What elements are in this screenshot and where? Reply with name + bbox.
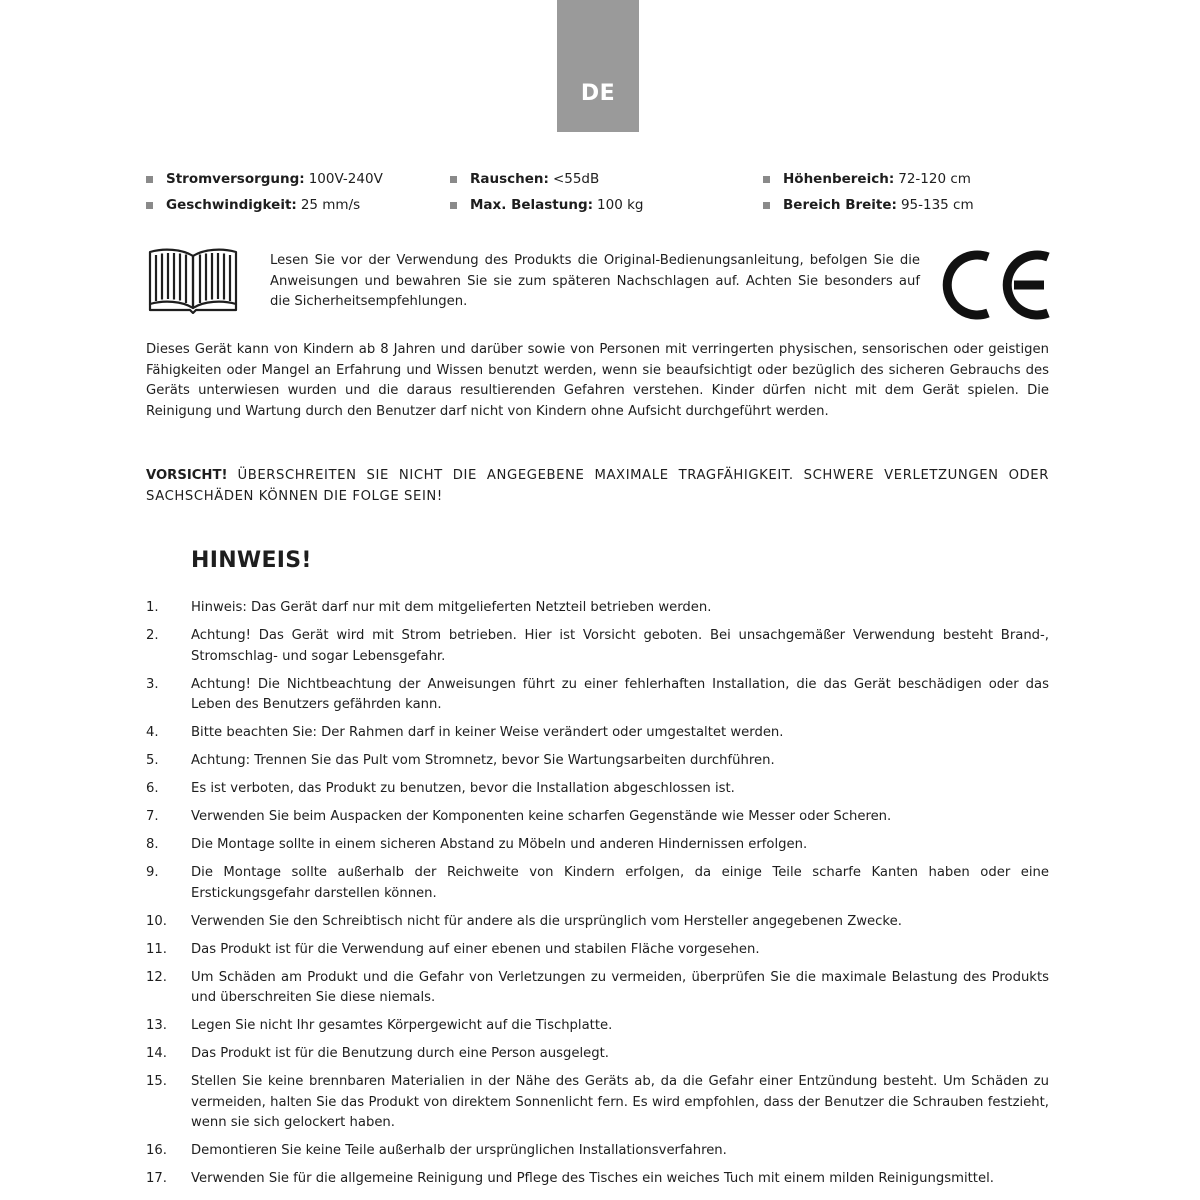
bullet-icon	[450, 176, 457, 183]
list-item	[146, 968, 1049, 1009]
list-item	[146, 863, 1049, 904]
item-text: Achtung: Trennen Sie das Pult vom Stromnetz, bevor Sie Wartungsarbeiten durchführen.	[191, 753, 775, 768]
caution-label: VORSICHT!	[146, 468, 228, 483]
item-number: 8.	[146, 837, 159, 852]
language-code: DE	[580, 81, 616, 106]
manual-book-icon	[146, 246, 240, 314]
list-item	[146, 1016, 1049, 1037]
list-item	[146, 1044, 1049, 1065]
item-number: 10.	[146, 913, 167, 929]
item-number: 5.	[146, 753, 159, 768]
spec-label: Geschwindigkeit:	[166, 197, 297, 213]
list-item	[146, 835, 1049, 856]
item-text: Verwenden Sie für die allgemeine Reinigung und Pflege des Tisches ein weiches Tuch mit einem milden Reinigungsmittel.	[191, 1171, 994, 1186]
spec-width-range	[763, 196, 974, 214]
notice-heading: HINWEIS!	[191, 548, 312, 573]
item-text: Die Montage sollte in einem sicheren Abstand zu Möbeln und anderen Hindernissen erfolgen.	[191, 837, 808, 852]
spec-label: Bereich Breite:	[783, 197, 897, 213]
list-item	[146, 626, 1049, 667]
item-number: 9.	[146, 865, 159, 880]
item-number: 14.	[146, 1046, 167, 1061]
spec-value: 25 mm/s	[300, 197, 361, 213]
item-number: 17.	[146, 1171, 167, 1186]
item-text: Die Montage sollte außerhalb der Reichweite von Kindern erfolgen, da einige Teile scharfe Kanten haben oder eine Erstickungsgefahr darstellen können.	[191, 865, 1049, 901]
bullet-icon	[763, 202, 770, 209]
spec-label: Höhenbereich:	[783, 171, 895, 187]
item-text: Bitte beachten Sie: Der Rahmen darf in keiner Weise verändert oder umgestaltet werden.	[191, 725, 784, 740]
spec-noise	[450, 170, 599, 188]
spec-speed	[146, 196, 360, 214]
item-text: Das Produkt ist für die Verwendung auf einer ebenen und stabilen Fläche vorgesehen.	[191, 941, 760, 957]
spec-power	[146, 170, 383, 188]
list-item	[146, 675, 1049, 716]
item-text: Legen Sie nicht Ihr gesamtes Körpergewicht auf die Tischplatte.	[191, 1018, 613, 1033]
spec-value: 72-120 cm	[898, 171, 971, 187]
list-item	[146, 779, 1049, 800]
spec-value: 100V-240V	[308, 171, 383, 187]
item-number: 16.	[146, 1143, 167, 1158]
item-text: Um Schäden am Produkt und die Gefahr von Verletzungen zu vermeiden, überprüfen Sie die maximale Belastung des Produkts und überschreiten Sie diese niemals.	[191, 969, 1049, 1005]
list-item	[146, 912, 1049, 933]
spec-label: Max. Belastung:	[470, 197, 594, 213]
item-text: Das Produkt ist für die Benutzung durch eine Person ausgelegt.	[191, 1046, 609, 1061]
list-item	[146, 751, 1049, 772]
item-number: 3.	[146, 676, 159, 692]
specifications	[146, 170, 1046, 226]
list-item	[146, 723, 1049, 744]
item-text: Demontieren Sie keine Teile außerhalb der ursprünglichen Installationsverfahren.	[191, 1143, 727, 1158]
item-text: Stellen Sie keine brennbaren Materialien in der Nähe des Geräts ab, da die Gefahr einer Entzündung besteht. Um Schäden zu vermeiden, halten Sie das Produkt von direktem Sonnenlicht fern. Es wird empfohlen, dass der Benutzer die Schrauben festzieht, wenn sie sich gelockert haben.	[191, 1074, 1049, 1130]
caution-text: ÜBERSCHREITEN SIE NICHT DIE ANGEGEBENE MAXIMALE TRAGFÄHIGKEIT. SCHWERE VERLETZUNGEN ODER SACHSCHÄDEN KÖNNEN DIE FOLGE SEIN!	[146, 468, 1049, 504]
language-tab	[557, 0, 639, 132]
item-text: Verwenden Sie beim Auspacken der Komponenten keine scharfen Gegenstände wie Messer oder Scheren.	[191, 809, 892, 824]
list-item	[146, 940, 1049, 961]
spec-height-range	[763, 170, 971, 188]
item-number: 4.	[146, 725, 159, 740]
list-item	[146, 1169, 1049, 1190]
item-number: 12.	[146, 969, 167, 985]
list-item	[146, 807, 1049, 828]
spec-value: 95-135 cm	[900, 197, 974, 213]
item-number: 11.	[146, 941, 167, 957]
item-number: 7.	[146, 809, 159, 824]
item-number: 6.	[146, 781, 159, 796]
item-text: Verwenden Sie den Schreibtisch nicht für andere als die ursprünglich vom Hersteller angegebenen Zwecke.	[191, 913, 902, 929]
item-text: Es ist verboten, das Produkt zu benutzen, bevor die Installation abgeschlossen ist.	[191, 781, 735, 796]
bullet-icon	[146, 202, 153, 209]
bullet-icon	[146, 176, 153, 183]
manual-intro-text: Lesen Sie vor der Verwendung des Produkts die Original-Bedienungsanleitung, befolgen Sie die Anweisungen und bewahren Sie sie zum späteren Nachschlagen auf. Achten Sie besonders auf die Sicherheitsempfehlungen.	[270, 253, 920, 309]
spec-max-load	[450, 196, 644, 214]
bullet-icon	[763, 176, 770, 183]
list-item	[146, 1141, 1049, 1162]
ce-mark-icon	[940, 247, 1052, 323]
list-item	[146, 598, 1049, 619]
item-text: Achtung! Die Nichtbeachtung der Anweisungen führt zu einer fehlerhaften Installation, die das Gerät beschädigen oder das Leben des Benutzers gefährden kann.	[191, 676, 1049, 712]
list-item	[146, 1072, 1049, 1134]
bullet-icon	[450, 202, 457, 209]
spec-value: 100 kg	[597, 197, 644, 213]
item-number: 15.	[146, 1074, 167, 1089]
children-safety-text: Dieses Gerät kann von Kindern ab 8 Jahren und darüber sowie von Personen mit verringerten physischen, sensorischen oder geistigen Fähigkeiten oder Mangel an Erfahrung und Wissen benutzt werden, wenn sie beaufsichtigt oder bezüglich des sicheren Gebrauchs des Geräts unterwiesen wurden und die daraus resultierenden Gefahren verstehen. Kinder dürfen nicht mit dem Gerät spielen. Die Reinigung und Wartung durch den Benutzer darf nicht von Kindern ohne Aufsicht durchgeführt werden.	[146, 342, 1049, 419]
spec-label: Rauschen:	[470, 171, 549, 187]
item-number: 2.	[146, 628, 159, 643]
spec-value: <55dB	[552, 171, 600, 187]
item-text: Achtung! Das Gerät wird mit Strom betrieben. Hier ist Vorsicht geboten. Bei unsachgemäßer Verwendung besteht Brand-, Stromschlag- und sogar Lebensgefahr.	[191, 628, 1049, 664]
item-text: Hinweis: Das Gerät darf nur mit dem mitgelieferten Netzteil betrieben werden.	[191, 600, 712, 615]
spec-label: Stromversorgung:	[166, 171, 305, 187]
item-number: 13.	[146, 1018, 167, 1033]
caution-notice	[146, 466, 1049, 507]
notice-list	[146, 598, 1049, 1197]
item-number: 1.	[146, 600, 159, 615]
